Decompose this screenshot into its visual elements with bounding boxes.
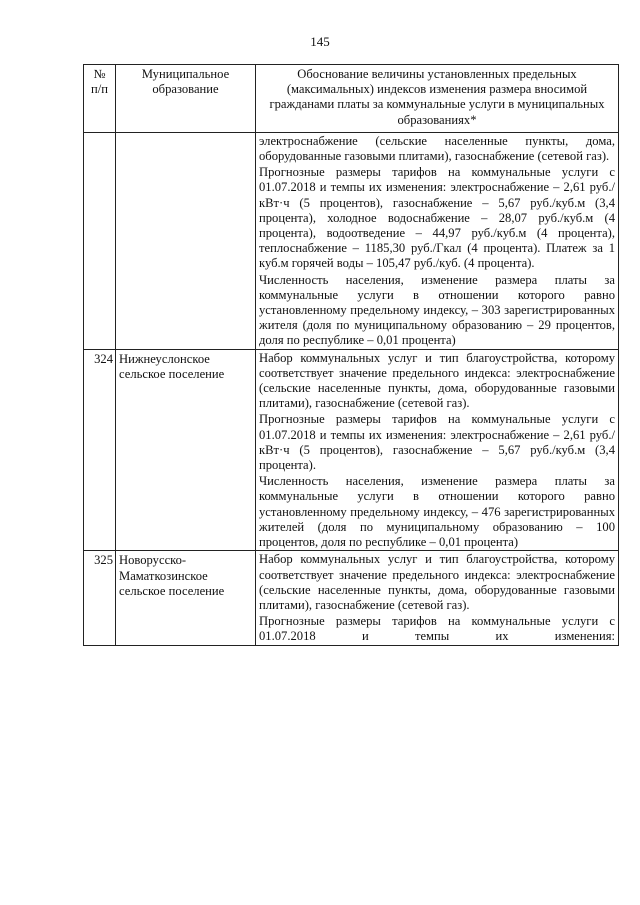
justification-cell	[256, 551, 619, 645]
row-number: 325	[84, 551, 116, 645]
header-municipality: Муниципальное образование	[116, 65, 256, 133]
tariff-table	[83, 64, 619, 646]
justification-paragraph: Прогнозные размеры тарифов на коммунальные услуги с 01.07.2018 и темпы их изменения: электроснабжение – 2,61 руб./кВт·ч (5 процентов), газоснабжение – 5,67 руб./куб.м (3,4 процента), холодное водоснабжение – 28,07 руб./куб.м (4 процента), водоотведение – 44,97 руб./куб.м (4 процента), теплоснабжение – 1185,30 руб./Гкал (4 процента). Платеж за 1 куб.м горячей воды – 105,47 руб./куб. (4 процента).	[259, 165, 615, 271]
justification-paragraph: Набор коммунальных услуг и тип благоустройства, которому соответствует значение предельного индекса: электроснабжение (сельские населенные пункты, дома, оборудованные газовыми плитами), газоснабжение (сетевой газ).	[259, 350, 615, 411]
page-number: 145	[310, 34, 330, 49]
table-row	[84, 551, 619, 645]
row-number	[84, 132, 116, 349]
municipality-name: Новорусско-Маматкозинское сельское поселение	[116, 551, 256, 645]
justification-cell	[256, 132, 619, 349]
justification-paragraph: электроснабжение (сельские населенные пункты, дома, оборудованные газовыми плитами), газоснабжение (сетевой газ).	[259, 133, 615, 164]
header-justification: Обоснование величины установленных предельных (максимальных) индексов изменения размера вносимой гражданами платы за коммунальные услуги в муниципальных образованиях*	[256, 65, 619, 133]
row-number: 324	[84, 349, 116, 551]
municipality-name: Нижнеуслонское сельское поселение	[116, 349, 256, 551]
municipality-name	[116, 132, 256, 349]
justification-paragraph: Численность населения, изменение размера платы за коммунальные услуги в отношении которого равно установленному предельному индексу, – 476 зарегистрированных жителей (доля по муниципальному образованию – 100 процентов, доля по республике – 0,01 процента)	[259, 474, 615, 550]
justification-cell	[256, 349, 619, 551]
header-num: № п/п	[84, 65, 116, 133]
table-row	[84, 132, 619, 349]
table-header-row	[84, 65, 619, 133]
justification-paragraph: Прогнозные размеры тарифов на коммунальные услуги с 01.07.2018 и темпы их изменения: электроснабжение – 2,61 руб./кВт·ч (5 процентов), газоснабжение – 5,67 руб./куб.м (3,4 процента).	[259, 412, 615, 473]
justification-paragraph: Прогнозные размеры тарифов на коммунальные услуги с 01.07.2018 и темпы их изменения:	[259, 614, 615, 644]
justification-paragraph: Численность населения, изменение размера платы за коммунальные услуги в отношении которого равно установленному предельному индексу, – 303 зарегистрированных жителя (доля по муниципальному образованию – 29 процентов, доля по республике – 0,01 процента)	[259, 272, 615, 348]
table-row	[84, 349, 619, 551]
justification-paragraph: Набор коммунальных услуг и тип благоустройства, которому соответствует значение предельного индекса: электроснабжение (сельские населенные пункты, дома, оборудованные газовыми плитами), газоснабжение (сетевой газ).	[259, 552, 615, 612]
